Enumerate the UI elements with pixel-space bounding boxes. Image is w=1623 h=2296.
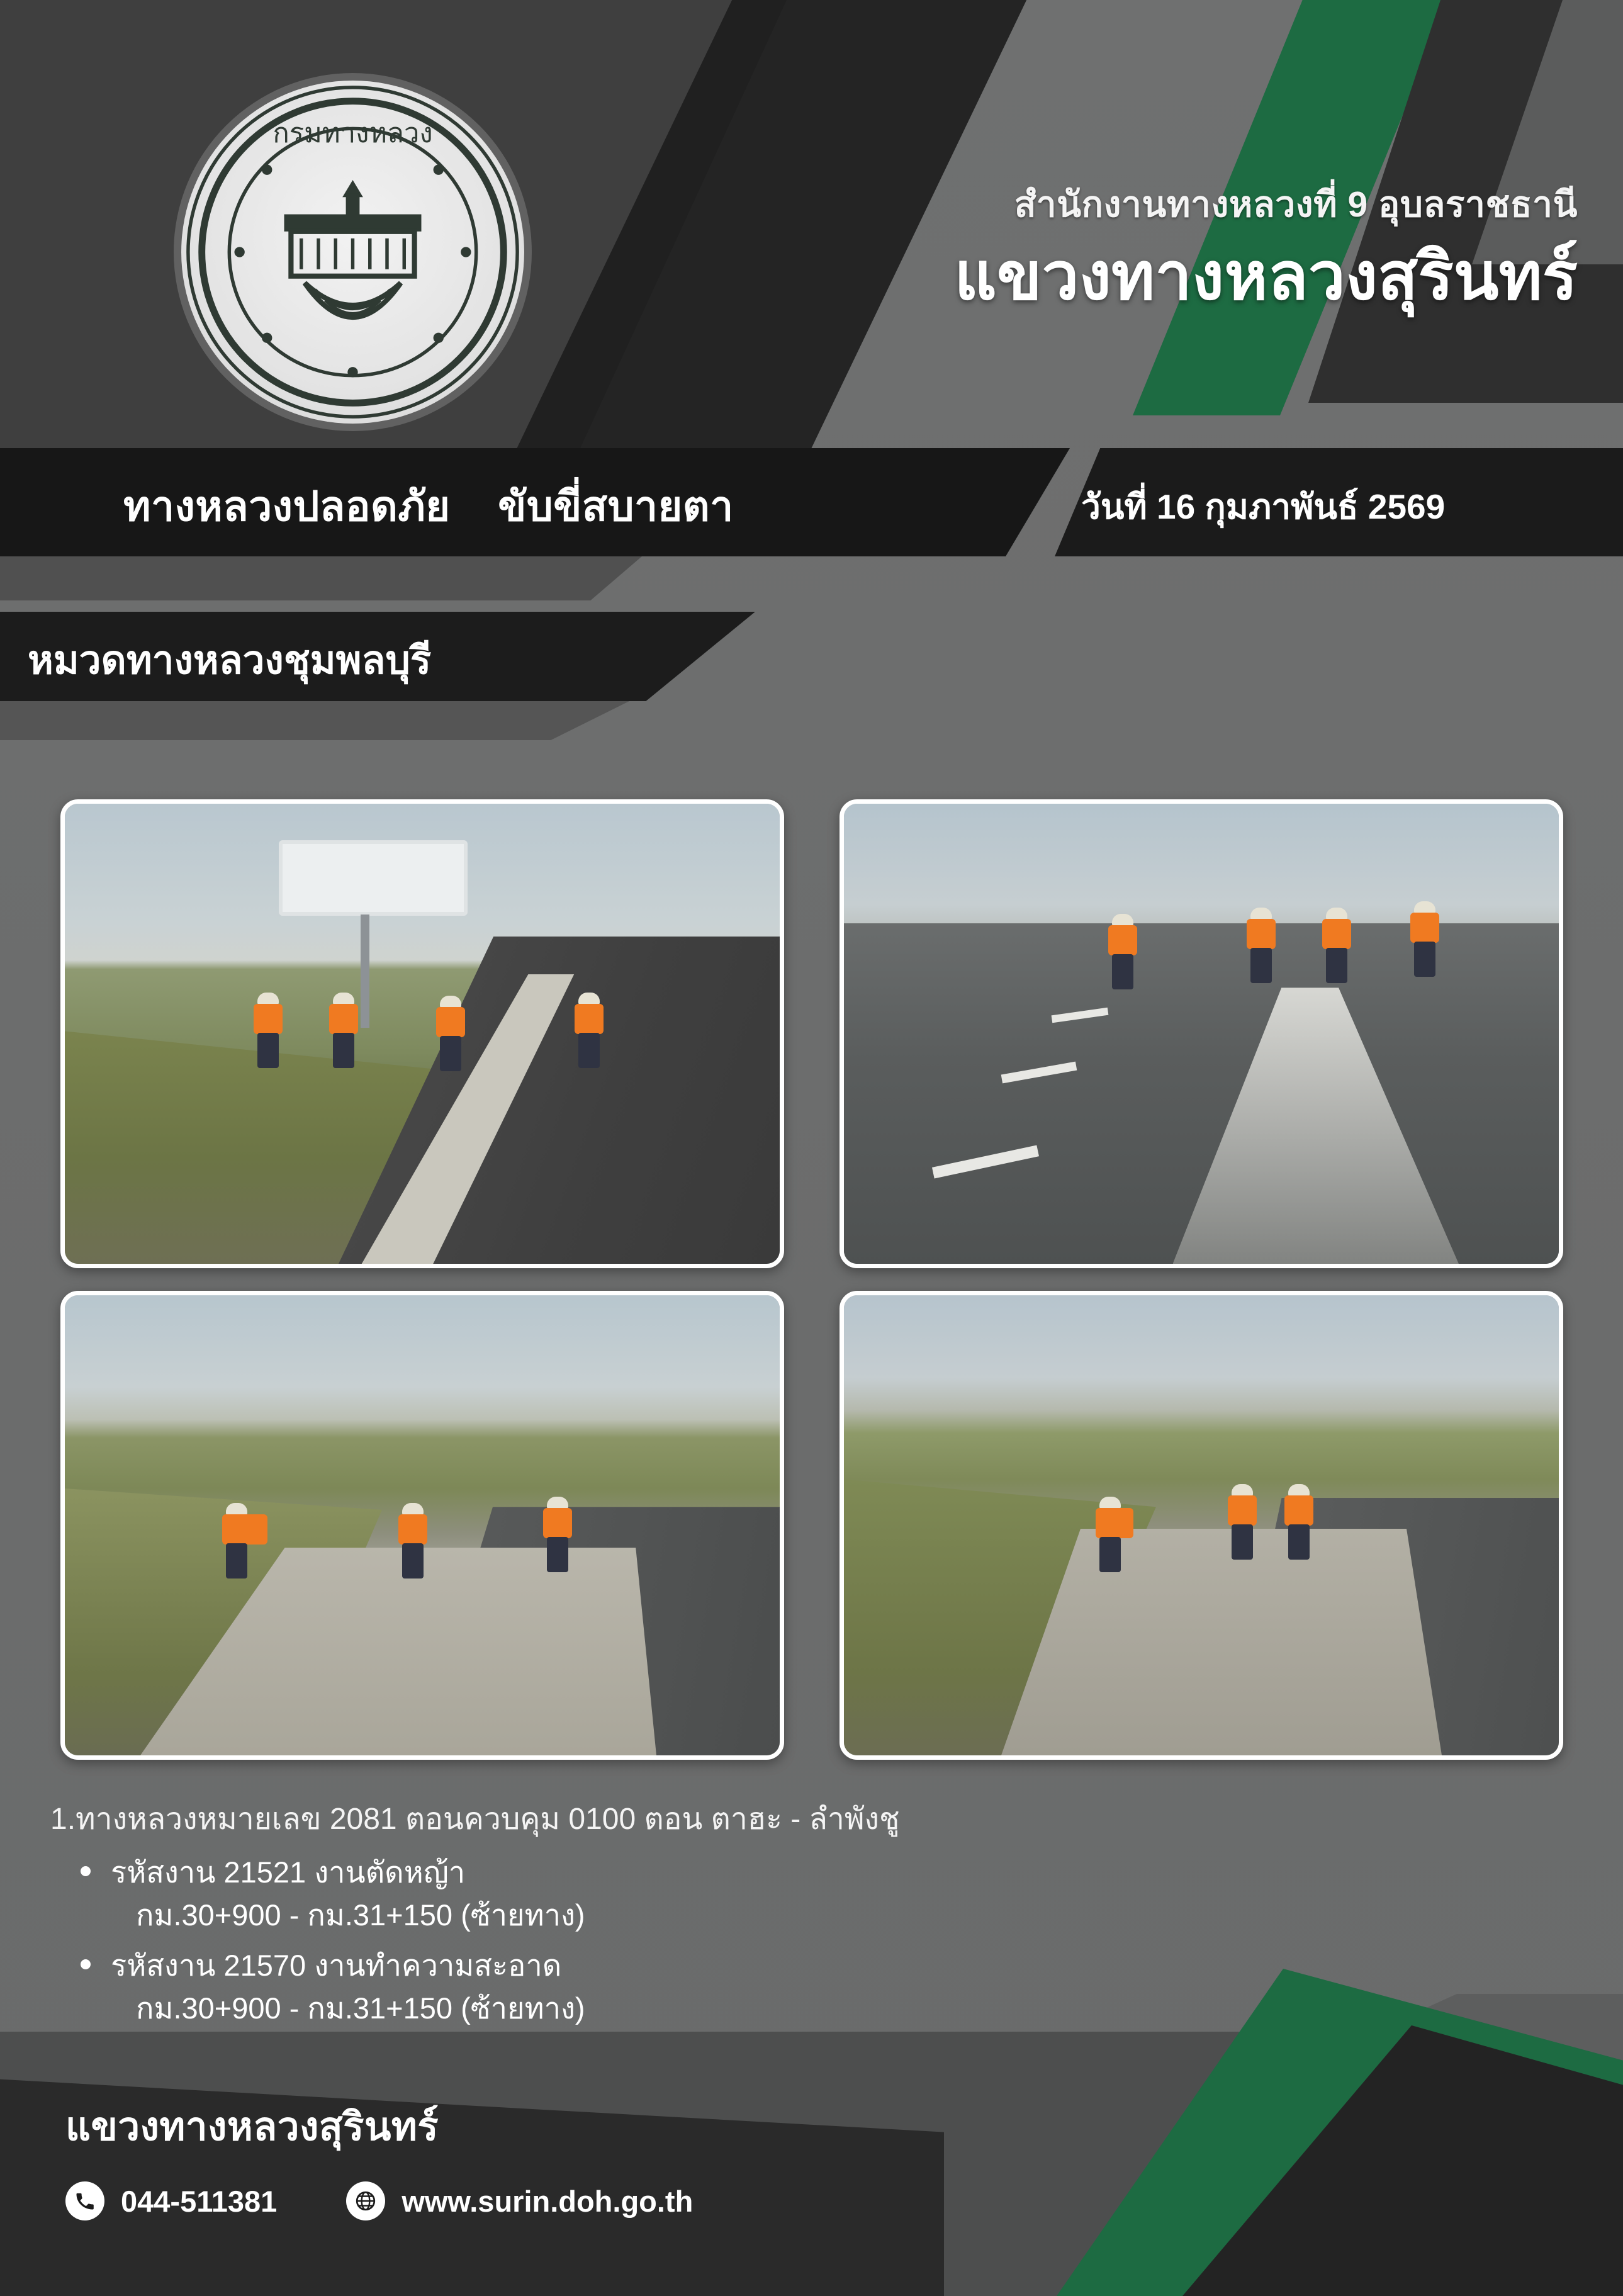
footer-title: แขวงทางหลวงสุรินทร์ bbox=[65, 2105, 439, 2149]
caption-item-detail: กม.30+900 - กม.31+150 (ซ้ายทาง) bbox=[136, 1898, 585, 1932]
svg-text:กรมทางหลวง: กรมทางหลวง bbox=[272, 118, 433, 150]
caption-item-title: รหัสงาน 21570 งานทำความสะอาด bbox=[111, 1949, 562, 1983]
phone-icon bbox=[65, 2181, 104, 2220]
slogan-banner bbox=[123, 473, 734, 539]
district-name: แขวงทางหลวงสุรินทร์ bbox=[954, 240, 1578, 313]
header-text bbox=[954, 176, 1578, 315]
footer-contact-row bbox=[65, 2181, 762, 2220]
photo-road-sweeping bbox=[840, 799, 1563, 1268]
footer-phone bbox=[65, 2181, 277, 2220]
photo-sidewalk-sweeping bbox=[60, 1291, 784, 1760]
website-url[interactable]: www.surin.doh.go.th bbox=[402, 2184, 694, 2218]
bg-shape-banner-shadow bbox=[0, 556, 642, 600]
photo-grid bbox=[60, 799, 1563, 1760]
phone-number[interactable]: 044-511381 bbox=[121, 2184, 278, 2218]
section-title: หมวดทางหลวงชุมพลบุรี bbox=[28, 639, 432, 682]
photo-roadside-cleaning bbox=[840, 1291, 1563, 1760]
caption-heading: 1.ทางหลวงหมายเลข 2081 ตอนควบคุม 0100 ตอน ตาฮะ - ลำพังชู bbox=[50, 1803, 900, 1836]
department-of-highways-seal-icon bbox=[181, 81, 524, 424]
list-item bbox=[50, 1851, 1498, 1937]
bg-shape-section-shadow bbox=[0, 701, 629, 740]
globe-icon bbox=[346, 2181, 385, 2220]
slogan-part-1: ทางหลวงปลอดภัย bbox=[123, 483, 451, 529]
footer bbox=[65, 2096, 762, 2220]
road-sign-icon bbox=[279, 840, 468, 916]
footer-website bbox=[346, 2181, 693, 2220]
caption-item-detail: กม.30+900 - กม.31+150 (ซ้ายทาง) bbox=[136, 1991, 585, 2025]
date-label: วันที่ 16 กุมภาพันธ์ 2569 bbox=[1081, 487, 1446, 526]
slogan-part-2: ขับขี่สบายตา bbox=[498, 483, 734, 529]
office-name: สำนักงานทางหลวงที่ 9 อุบลราชธานี bbox=[1014, 184, 1578, 225]
photo-grass-cutting bbox=[60, 799, 784, 1268]
caption-item-title: รหัสงาน 21521 งานตัดหญ้า bbox=[111, 1855, 466, 1889]
